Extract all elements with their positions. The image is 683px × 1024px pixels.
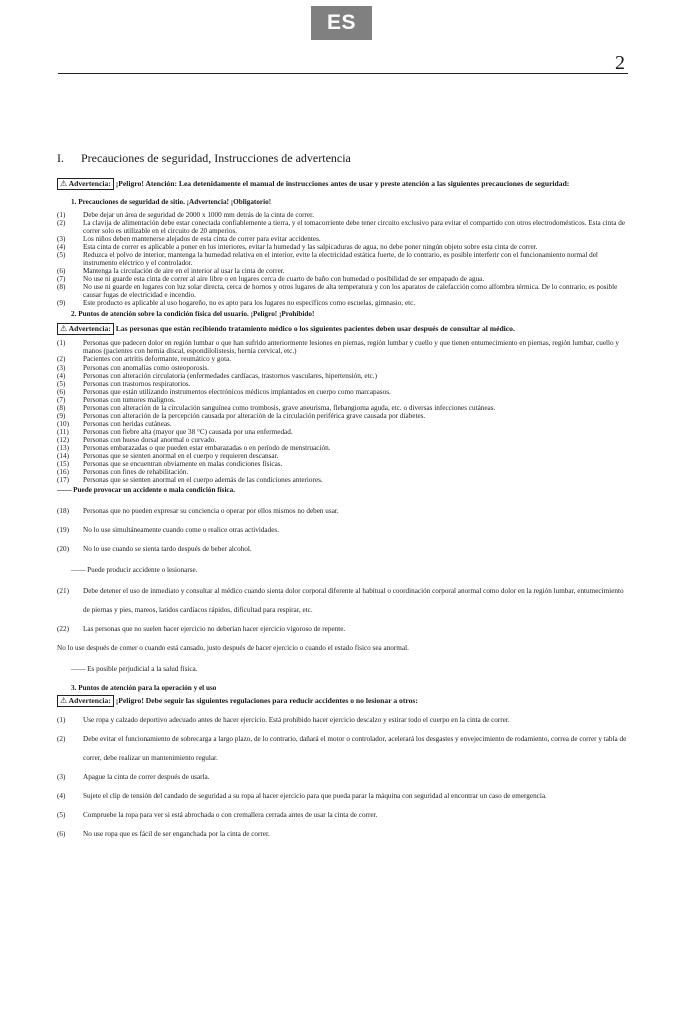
list-item-number: (6) bbox=[57, 829, 66, 838]
section-number: I. bbox=[57, 151, 64, 165]
list-item-number: (2) bbox=[57, 734, 66, 743]
physical-list-3 bbox=[57, 582, 632, 639]
warning-triangle-icon: ⚠ bbox=[60, 324, 68, 334]
list-item-number: (19) bbox=[57, 525, 69, 534]
list-item-text: Reduzca el polvo de interior, mantenga la humedad relativa en el interior, evite la electricidad estática fuerte, de lo contrario, es posible interferir con el funcionamiento normal del instrumento eléctrico y el controlador. bbox=[83, 250, 598, 267]
list-item-text: Personas con trastornos respiratorios. bbox=[83, 379, 191, 388]
list-item-text: Los niños deben mantenerse alejados de esta cinta de correr para evitar accidentes. bbox=[83, 234, 321, 243]
list-item-text: No use ni guarde en lugares con luz solar directa, cerca de hornos y otros lugares de alta temperatura y con los aparatos de calefacción como alfombra térmica. De lo contrario, es posible causar fugas de electricidad e incendio. bbox=[83, 283, 618, 300]
list-item-text: La clavija de alimentación debe estar conectada confiablemente a tierra, y el tomacorriente debe tener circuito exclusivo para evitar el compartido con otros electrodomésticos. Esta cinta de correr solo es utilizable en el circuito de 20 amperios. bbox=[83, 218, 626, 235]
warning-triangle-icon: ⚠ bbox=[60, 695, 68, 705]
list-item-number: (20) bbox=[57, 544, 69, 553]
list-item-number: (12) bbox=[57, 436, 69, 445]
list-item bbox=[57, 444, 632, 452]
list-item-text: Personas embarazadas o que pueden estar embarazadas o en período de menstruación. bbox=[83, 444, 331, 453]
list-item-text: No use ni guarde esta cinta de correr al aire libre o en lugares cerca de cuarto de baño con humedad o posibilidad de ser empapado de agua. bbox=[83, 275, 485, 283]
physical-heading: 2. Puntos de atención sobre la condición física del usuario. ¡Peligro! ¡Prohibido! bbox=[71, 310, 315, 319]
list-item-text: Sujete el clip de tensión del candado de seguridad a su ropa al hacer ejercicio para que pueda parar la máquina con seguridad al encontrar un caso de emergencia. bbox=[83, 791, 547, 800]
list-item-text: Esta cinta de correr es aplicable a poner en los interiores, evitar la humedad y las salpicaduras de agua, no debe poner ningún objeto sobre esta cinta de correr. bbox=[83, 242, 538, 251]
warning-tag: ⚠ Advertencia: bbox=[57, 178, 114, 190]
site-list bbox=[57, 211, 632, 308]
list-item bbox=[57, 711, 632, 730]
section-title-text: Precauciones de seguridad, Instrucciones de advertencia bbox=[81, 151, 351, 165]
list-item-number: (4) bbox=[57, 242, 66, 251]
list-item-number: (1) bbox=[57, 715, 66, 724]
list-item-number: (18) bbox=[57, 506, 69, 515]
list-item-number: (3) bbox=[57, 363, 66, 372]
list-item bbox=[57, 582, 632, 620]
list-item-text: Personas con heridas cutáneas. bbox=[83, 419, 172, 428]
operation-list bbox=[57, 711, 632, 844]
list-item bbox=[57, 372, 632, 380]
list-item bbox=[57, 460, 632, 468]
list-item-number: (11) bbox=[57, 428, 69, 436]
list-item bbox=[57, 404, 632, 412]
list-item-number: (3) bbox=[57, 234, 66, 243]
list-item-number: (8) bbox=[57, 283, 66, 292]
list-item-number: (6) bbox=[57, 387, 66, 396]
list-item-number: (3) bbox=[57, 772, 66, 781]
list-item-number: (14) bbox=[57, 452, 69, 461]
list-item-number: (9) bbox=[57, 299, 66, 308]
manual-content bbox=[57, 152, 632, 844]
list-item-text: Las personas que no suelen hacer ejercicio no deberían hacer ejercicio vigoroso de repente. bbox=[83, 624, 346, 633]
list-item-text: No lo use simultáneamente cuando come o realice otras actividades. bbox=[83, 525, 279, 534]
list-item bbox=[57, 396, 632, 404]
list-item bbox=[57, 275, 632, 283]
list-item-number: (8) bbox=[57, 403, 66, 412]
list-item-number: (5) bbox=[57, 379, 66, 388]
warning-tag: ⚠ Advertencia: bbox=[57, 695, 114, 707]
list-item bbox=[57, 806, 632, 825]
note-accident: —— Puede provocar un accidente o mala condición física. bbox=[57, 486, 236, 495]
list-item bbox=[57, 502, 632, 521]
list-item bbox=[57, 768, 632, 787]
list-item-text: No lo use cuando se sienta tardo después de beber alcohol. bbox=[83, 544, 252, 553]
list-item-text: Debe evitar el funcionamiento de sobrecarga a largo plazo, de lo contrario, dañará el motor o controlador, acelerará los desgastes y envejecimiento de rodamiento, correa de correr y tabla de correr, debe realizar un mantenimiento regular. bbox=[83, 734, 627, 762]
list-item-number: (9) bbox=[57, 411, 66, 420]
list-item bbox=[57, 243, 632, 251]
list-item-text: Personas con anomalías como osteoporosis. bbox=[83, 363, 209, 372]
list-item bbox=[57, 219, 632, 235]
list-item bbox=[57, 428, 632, 436]
section-title bbox=[57, 152, 632, 165]
list-item-number: (21) bbox=[57, 586, 69, 595]
list-item bbox=[57, 339, 632, 355]
operation-warning bbox=[57, 695, 632, 707]
list-item-text: Personas con alteración de la percepción causada por alteración de la circulación periférica grave causada por diabetes. bbox=[83, 411, 426, 420]
list-item-number: (1) bbox=[57, 210, 66, 219]
list-item-number: (2) bbox=[57, 218, 66, 227]
list-item-text: No use ropa que es fácil de ser enganchada por la cinta de correr. bbox=[83, 829, 270, 838]
warning-text: Las personas que están recibiendo tratamiento médico o los siguientes pacientes deben usar después de consultar al médico. bbox=[115, 324, 515, 334]
list-item-text: Personas con alteración de la circulación sanguínea como trombosis, grave aneurisma, flebangioma aguda, etc. o diversas infecciones cutáneas. bbox=[83, 403, 496, 412]
list-item-text: Personas que están utilizando instrumentos electrónicos médicos implantados en cuerpo como marcapasos. bbox=[83, 387, 391, 396]
warning-triangle-icon: ⚠ bbox=[60, 179, 68, 189]
list-item-text: Personas que no pueden expresar su conciencia o operar por ellos mismos no deben usar. bbox=[83, 506, 339, 515]
list-item-number: (7) bbox=[57, 275, 66, 283]
list-item-number: (5) bbox=[57, 810, 66, 819]
list-item bbox=[57, 436, 632, 444]
list-item bbox=[57, 267, 632, 275]
list-item-text: Personas con fiebre alta (mayor que 38 °C) causada por una enfermedad. bbox=[83, 428, 293, 436]
list-item bbox=[57, 825, 632, 844]
list-item-number: (22) bbox=[57, 624, 69, 633]
list-item bbox=[57, 380, 632, 388]
list-item-text: Debe detener el uso de inmediato y consultar al médico cuando sienta dolor corporal diferente al habitual o coordinación corporal anormal como dolor en la región lumbar, entumecimiento de piernas y pies, mareos, latidos cardíacos rápidos, dificultad para respirar, etc. bbox=[83, 586, 624, 614]
list-item-number: (6) bbox=[57, 266, 66, 275]
list-item-text: Este producto es aplicable al uso hogareño, no es apto para los lugares no específicos como escuelas, gimnasio, etc. bbox=[83, 299, 416, 308]
list-item-number: (5) bbox=[57, 250, 66, 259]
list-item bbox=[57, 299, 632, 307]
list-item bbox=[57, 412, 632, 420]
plain-note: No lo use después de comer o cuando está cansado, justo después de hacer ejercicio o cuando el estado físico sea anormal. bbox=[57, 643, 409, 652]
list-item-text: Use ropa y calzado deportivo adecuado antes de hacer ejercicio. Está prohibido hacer ejercicio descalzo y estirar todo el cuerpo en la cinta de correr. bbox=[83, 715, 510, 724]
list-item bbox=[57, 521, 632, 540]
list-item-number: (7) bbox=[57, 395, 66, 404]
note-injury: —— Puede producir accidente o lesionarse. bbox=[71, 565, 198, 574]
list-item-number: (2) bbox=[57, 355, 66, 364]
list-item-number: (17) bbox=[57, 476, 69, 485]
note-health: —— Es posible perjudicial a la salud física. bbox=[71, 664, 198, 673]
list-item-text: Personas que se encuentran obviamente en malas condiciones físicas. bbox=[83, 460, 283, 469]
list-item bbox=[57, 468, 632, 476]
warning-tag: ⚠ Advertencia: bbox=[57, 323, 114, 335]
list-item bbox=[57, 283, 632, 299]
header-rule bbox=[58, 73, 628, 74]
list-item-text: Mantenga la circulación de aire en el interior al usar la cinta de correr. bbox=[83, 266, 285, 275]
list-item-text: Debe dejar un área de seguridad de 2000 x 1000 mm detrás de la cinta de correr. bbox=[83, 210, 314, 219]
list-item bbox=[57, 452, 632, 460]
list-item bbox=[57, 730, 632, 768]
list-item-text: Apague la cinta de correr después de usarla. bbox=[83, 772, 210, 781]
list-item bbox=[57, 235, 632, 243]
warning-text: ¡Peligro! Debe seguir las siguientes regulaciones para reducir accidentes o no lesionar a otros: bbox=[115, 695, 418, 705]
list-item-text: Compruebe la ropa para ver si está abrochada o con cremallera cerrada antes de usar la cinta de correr. bbox=[83, 810, 378, 819]
operation-heading: 3. Puntos de atención para la operación y el uso bbox=[71, 683, 217, 692]
list-item bbox=[57, 476, 632, 484]
list-item-number: (16) bbox=[57, 468, 69, 477]
list-item-text: Personas con hueso dorsal anormal o curvado. bbox=[83, 436, 217, 445]
list-item bbox=[57, 540, 632, 559]
list-item bbox=[57, 620, 632, 639]
list-item bbox=[57, 355, 632, 363]
list-item-text: Personas que padecen dolor en región lumbar o que han sufrido anteriormente lesiones en piernas, región lumbar y cuello y que tienen entumecimiento en piernas, región lumbar, cuello y manos (pacientes con hernia discal, espondilolistesis, hernia cervical, etc.) bbox=[83, 339, 620, 356]
list-item-text: Personas que se sienten anormal en el cuerpo y requieren descansar. bbox=[83, 452, 279, 461]
list-item bbox=[57, 211, 632, 219]
list-item-text: Personas con tumores malignos. bbox=[83, 395, 176, 404]
warning-text: ¡Peligro! Atención: Lea detenidamente el manual de instrucciones antes de usar y preste atención a las siguientes precauciones de seguridad: bbox=[115, 179, 570, 189]
general-warning bbox=[57, 171, 632, 196]
list-item-text: Personas que se sienten anormal en el cuerpo además de las condiciones anteriores. bbox=[83, 476, 323, 485]
list-item bbox=[57, 787, 632, 806]
physical-warning bbox=[57, 323, 632, 335]
page-number: 2 bbox=[615, 52, 625, 74]
list-item bbox=[57, 388, 632, 396]
list-item bbox=[57, 251, 632, 267]
list-item-text: Personas con fines de rehabilitación. bbox=[83, 468, 189, 477]
list-item-number: (10) bbox=[57, 419, 69, 428]
list-item-text: Pacientes con artritis deformante, reumático y gota. bbox=[83, 355, 232, 364]
list-item-number: (1) bbox=[57, 339, 66, 348]
list-item-text: Personas con alteración circulatoria (enfermedades cardíacas, trastornos vasculares, hipertensión, etc.) bbox=[83, 371, 377, 380]
list-item bbox=[57, 420, 632, 428]
list-item-number: (4) bbox=[57, 791, 66, 800]
list-item-number: (4) bbox=[57, 371, 66, 380]
list-item-number: (13) bbox=[57, 444, 69, 453]
physical-list bbox=[57, 339, 632, 484]
list-item-number: (15) bbox=[57, 460, 69, 469]
physical-list-2 bbox=[57, 502, 632, 559]
list-item bbox=[57, 364, 632, 372]
language-badge: ES bbox=[311, 6, 372, 40]
site-heading: 1. Precauciones de seguridad de sitio. ¡Advertencia! ¡Obligatorio! bbox=[71, 198, 272, 207]
